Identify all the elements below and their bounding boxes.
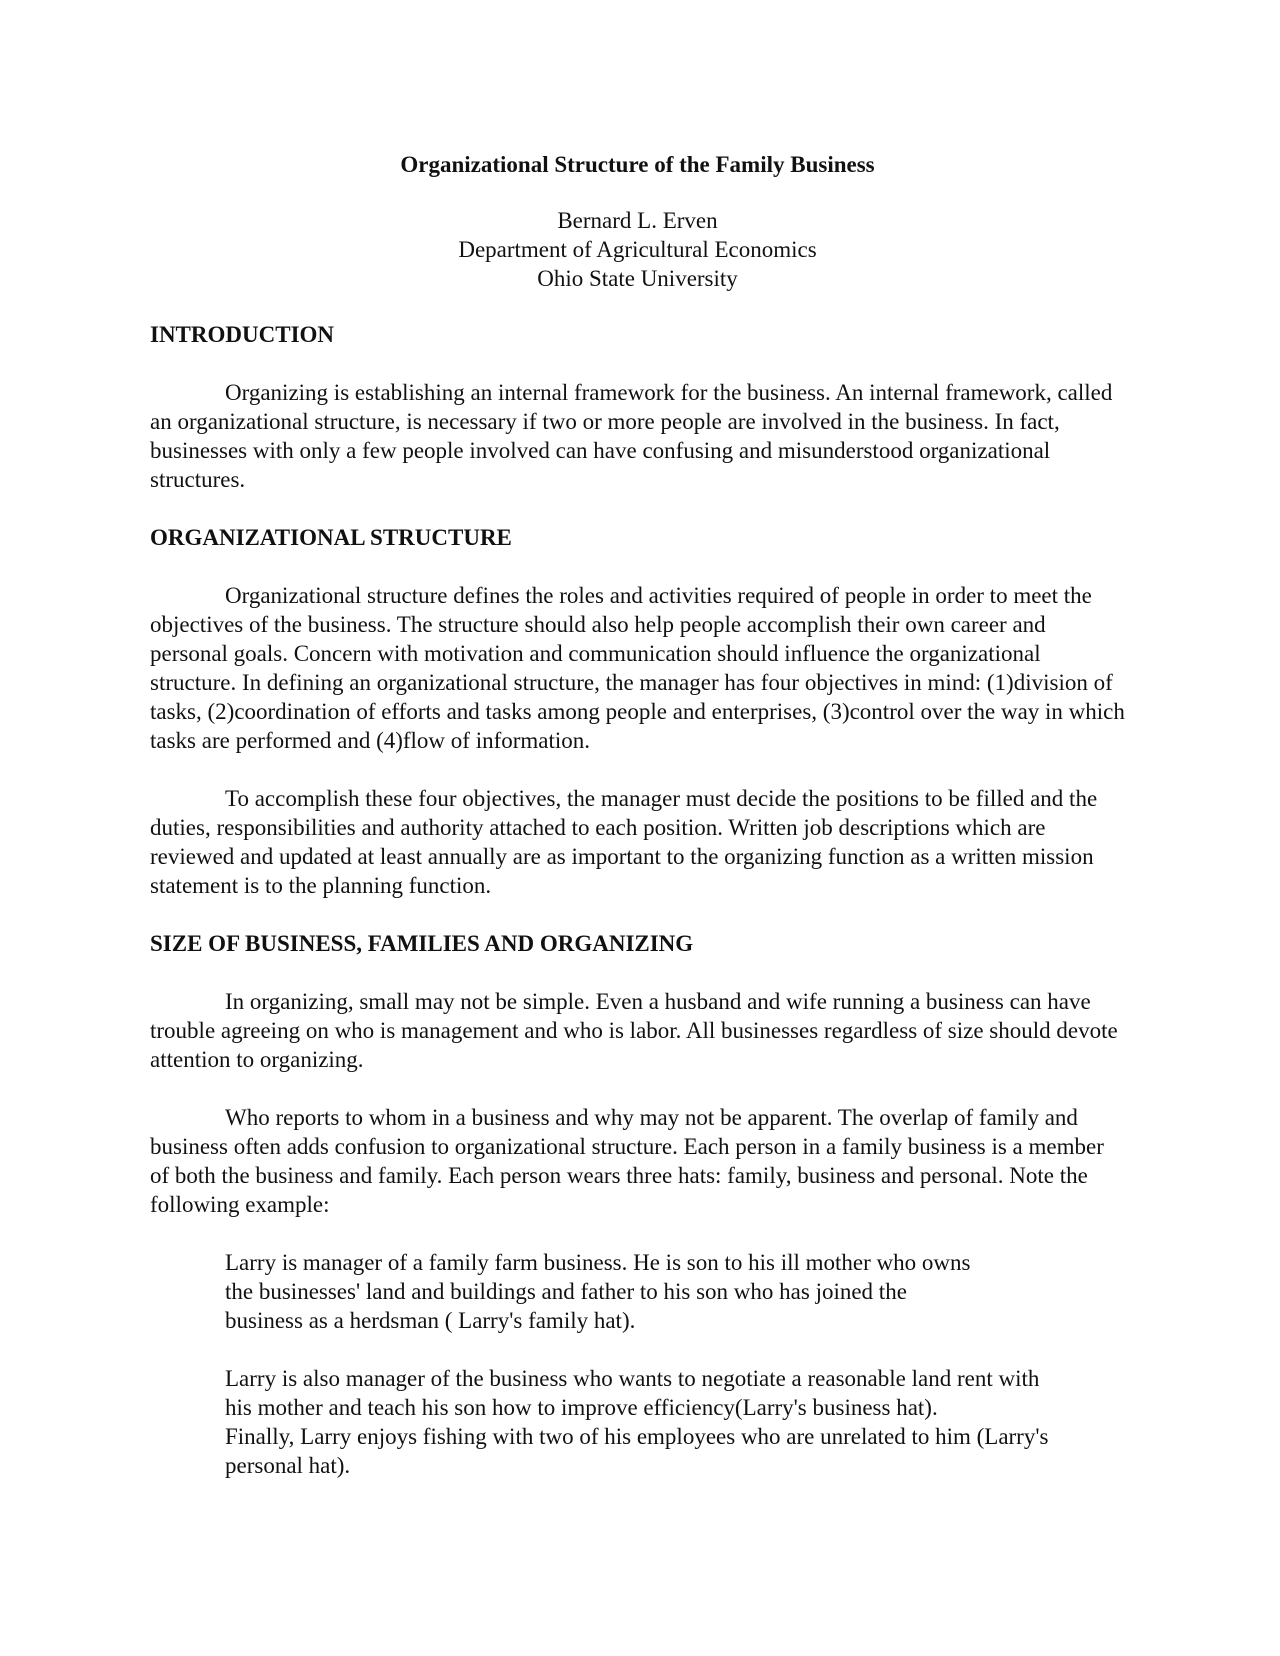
example-line: his mother and teach his son how to improve efficiency(Larry's business hat). [225,1395,938,1420]
paragraph-organizational-structure-2: To accomplish these four objectives, the manager must decide the positions to be filled and the duties, responsibilities and authority attached to each position. Written job descriptions which are reviewed and updated at least annually are as important to the organizing function as a written mission statement is to the planning function. [150,786,1098,898]
document-body [150,150,1125,1480]
paragraph-size-of-business-2: Who reports to whom in a business and why may not be apparent. The overlap of family and business often adds confusion to organizational structure. Each person in a family business is a member of both the business and family. Each person wears three hats: family, business and personal. Note the following example: [150,1105,1104,1217]
example-line: personal hat). [225,1453,351,1478]
example-line: business as a herdsman ( Larry's family hat). [225,1308,636,1333]
example-personal-hat [225,1422,1125,1480]
section-heading-organizational-structure: ORGANIZATIONAL STRUCTURE [150,525,512,550]
paragraph-introduction-1: Organizing is establishing an internal framework for the business. An internal framework, called an organizational structure, is necessary if two or more people are involved in the business. In fact, businesses with only a few people involved can have confusing and misunderstood organizational structures. [150,380,1113,492]
paragraph-organizational-structure-1: Organizational structure defines the roles and activities required of people in order to meet the objectives of the business. The structure should also help people accomplish their own career and personal goals. Concern with motivation and communication should influence the organizational structure. In defining an organizational structure, the manager has four objectives in mind: (1)division of tasks, (2)coordination of efforts and tasks among people and enterprises, (3)control over the way in which tasks are performed and (4)flow of information. [150,583,1125,753]
example-family-hat [225,1248,1125,1335]
example-line: Larry is manager of a family farm business. He is son to his ill mother who owns [225,1250,971,1275]
paragraph-size-of-business-1: In organizing, small may not be simple. Even a husband and wife running a business can have trouble agreeing on who is management and who is labor. All businesses regardless of size should devote attention to organizing. [150,989,1118,1072]
example-business-hat [225,1364,1125,1422]
author-institution: Ohio State University [537,266,738,291]
example-line: Larry is also manager of the business who wants to negotiate a reasonable land rent with [225,1366,1040,1391]
author-block [150,206,1125,293]
example-line: Finally, Larry enjoys fishing with two of his employees who are unrelated to him (Larry's [225,1424,1049,1449]
section-heading-introduction: INTRODUCTION [150,322,335,347]
author-name: Bernard L. Erven [557,208,718,233]
document-title: Organizational Structure of the Family Business [400,152,875,177]
author-department: Department of Agricultural Economics [458,237,817,262]
section-heading-size-of-business: SIZE OF BUSINESS, FAMILIES AND ORGANIZING [150,931,694,956]
example-line: the businesses' land and buildings and father to his son who has joined the [225,1279,907,1304]
